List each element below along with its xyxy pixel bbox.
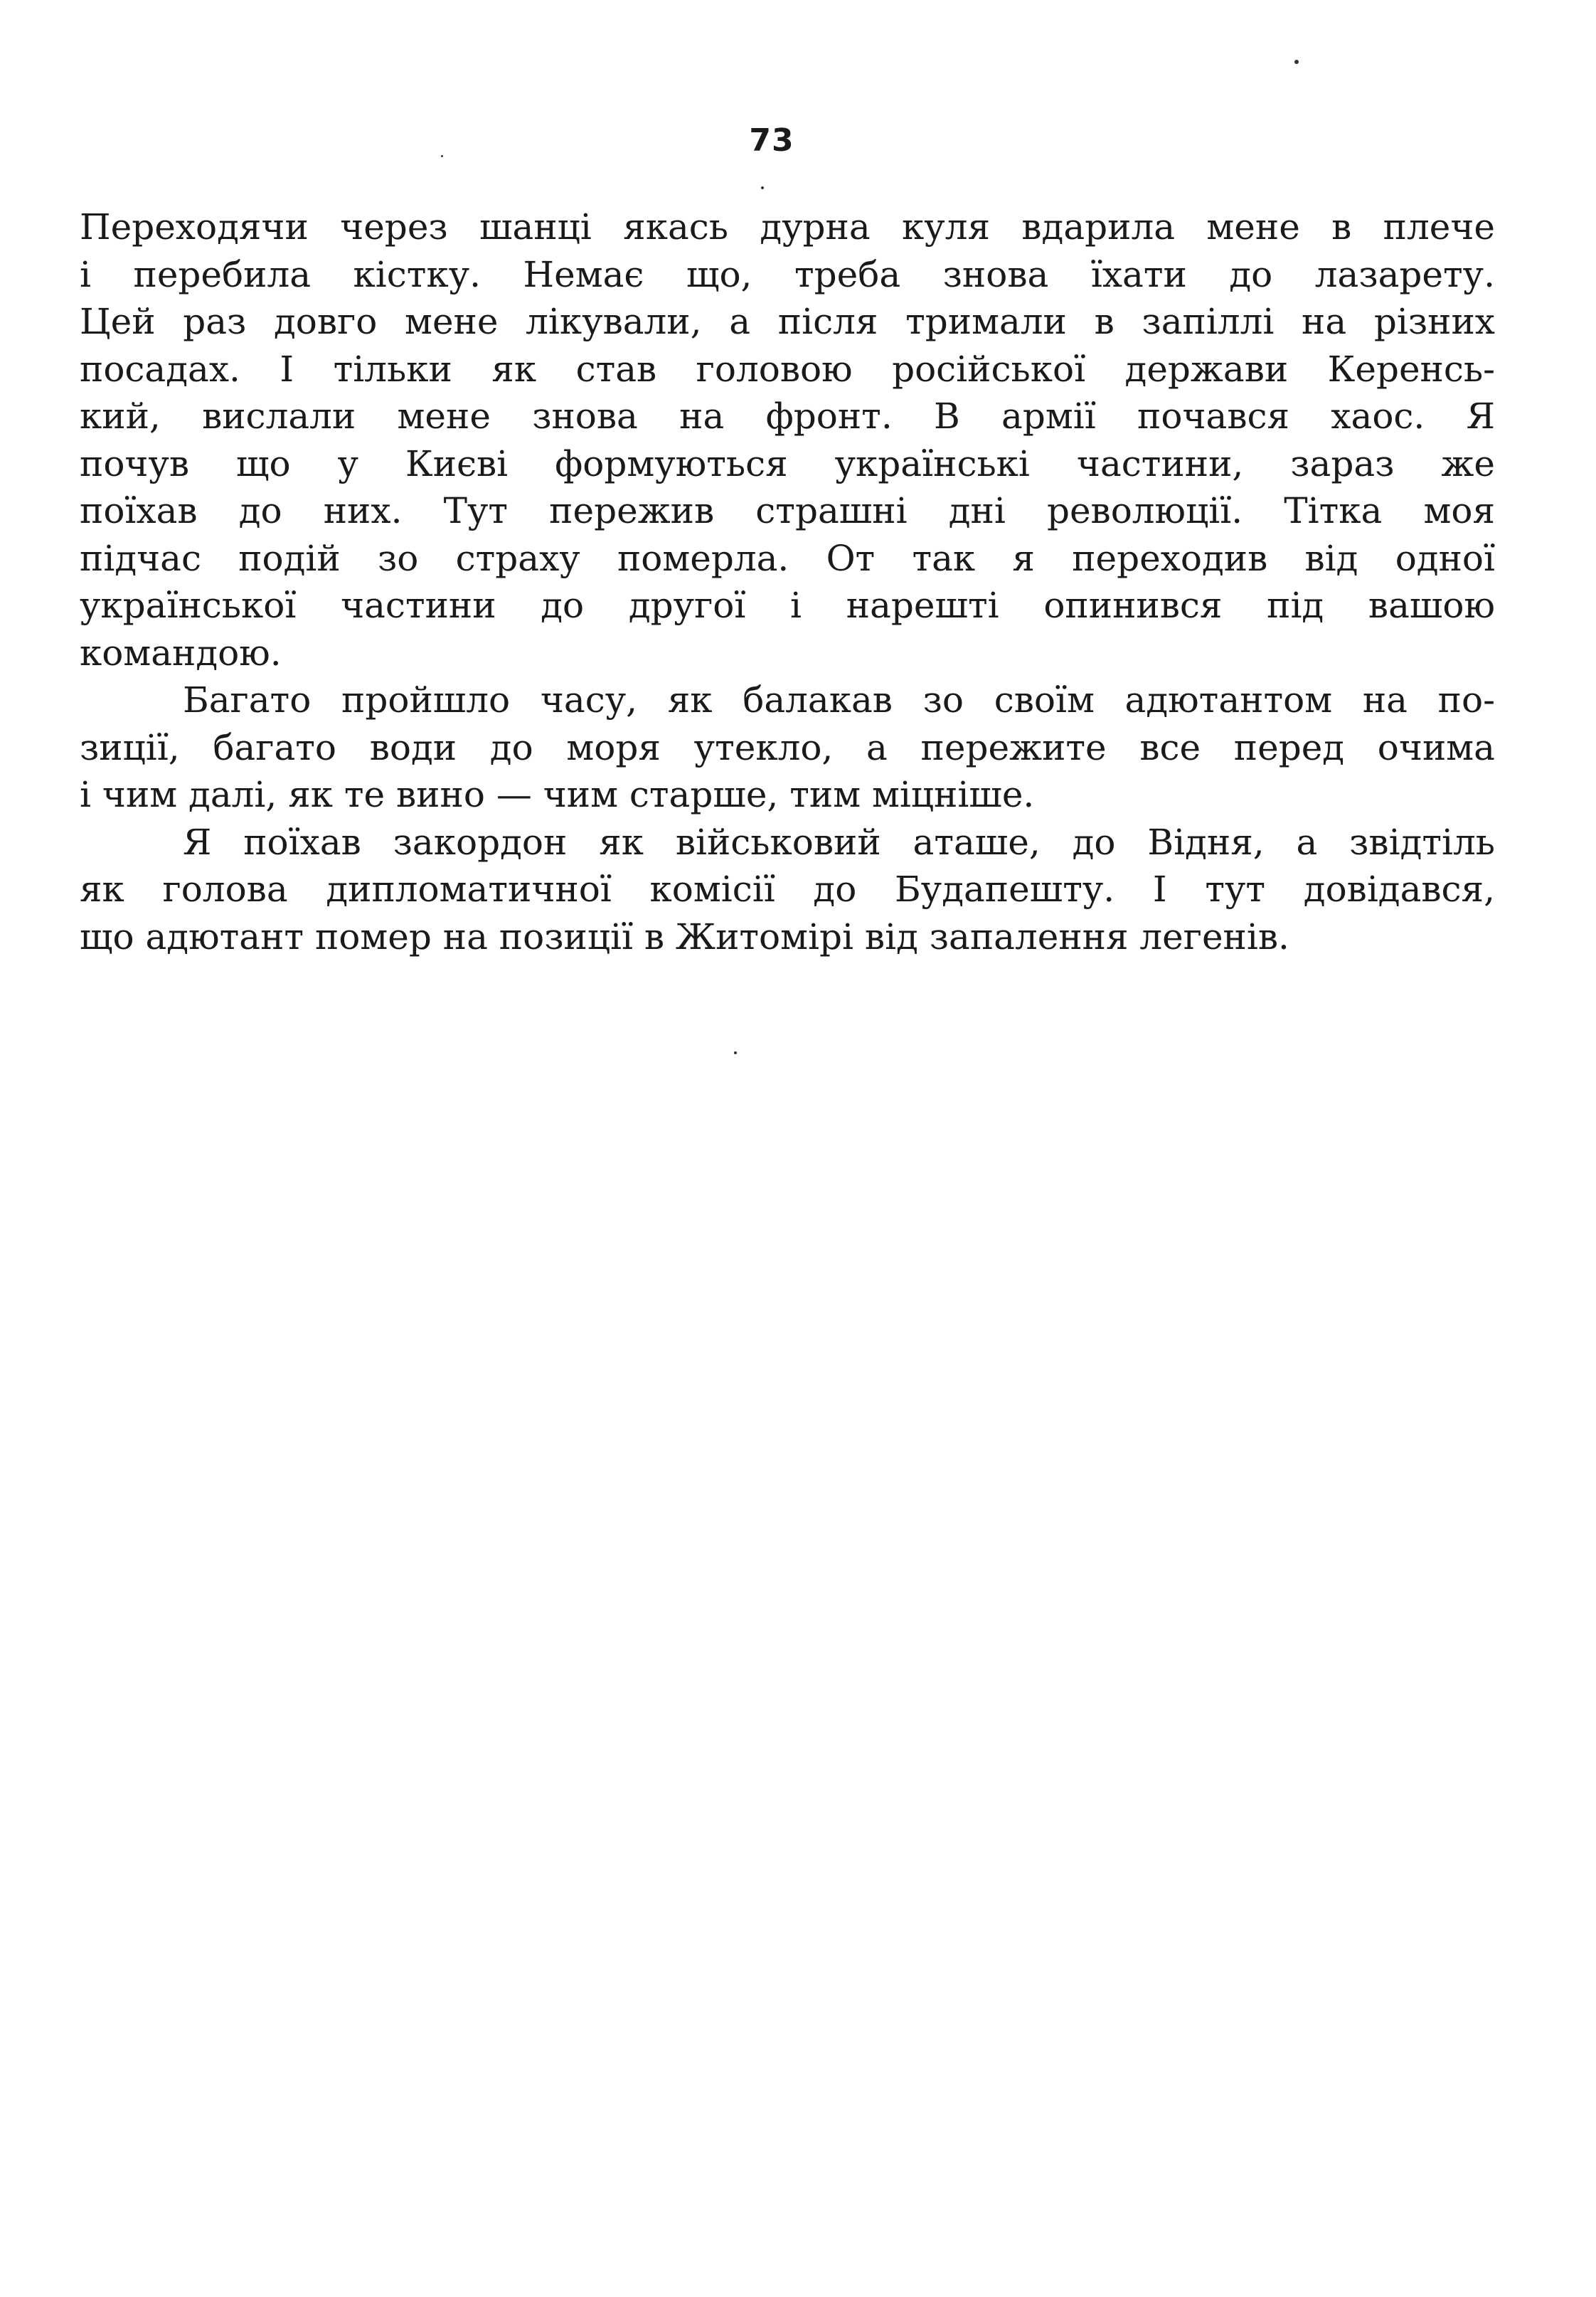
text-line: української частини до другої і нарешті опинився під вашою bbox=[80, 585, 1495, 626]
text-line: Переходячи через шанці якась дурна куля вдарила мене в плече bbox=[80, 206, 1495, 248]
text-line: посадах. І тільки як став головою російської держави Керенсь- bbox=[80, 348, 1495, 390]
text-line: Багато пройшло часу, як балакав зо своїм адютантом на по- bbox=[183, 679, 1495, 721]
scan-speck bbox=[734, 1051, 737, 1054]
text-line: підчас подій зо страху померла. От так я переходив від одної bbox=[80, 537, 1495, 579]
page-number: 73 bbox=[749, 122, 794, 159]
text-line: командою. bbox=[80, 632, 282, 674]
text-line: зиції, багато води до моря утекло, а пережите все перед очима bbox=[80, 726, 1495, 768]
text-line: що адютант помер на позиції в Житомірі від запалення легенів. bbox=[80, 916, 1289, 957]
text-line: Я поїхав закордон як військовий аташе, до Відня, а звідтіль bbox=[183, 821, 1495, 863]
text-line: поїхав до них. Тут пережив страшні дні революції. Тітка моя bbox=[80, 490, 1495, 531]
scan-speck bbox=[1294, 60, 1299, 64]
text-line: як голова дипломатичної комісії до Будапешту. І тут довідався, bbox=[80, 869, 1495, 910]
paragraph bbox=[80, 819, 1495, 961]
text-line: Цей раз довго мене лікували, а після тримали в запіллі на різних bbox=[80, 301, 1495, 342]
paragraph bbox=[80, 203, 1495, 677]
text-line: кий, вислали мене знова на фронт. В армії почався хаос. Я bbox=[80, 396, 1495, 437]
scan-speck bbox=[761, 186, 764, 189]
text-line: і перебила кістку. Немає що, треба знова їхати до лазарету. bbox=[80, 253, 1495, 295]
text-line: почув що у Києві формуються українські частини, зараз же bbox=[80, 442, 1495, 484]
text-line: і чим далі, як те вино — чим старше, тим міцніше. bbox=[80, 774, 1035, 815]
body-text bbox=[80, 203, 1495, 960]
paragraph bbox=[80, 677, 1495, 819]
